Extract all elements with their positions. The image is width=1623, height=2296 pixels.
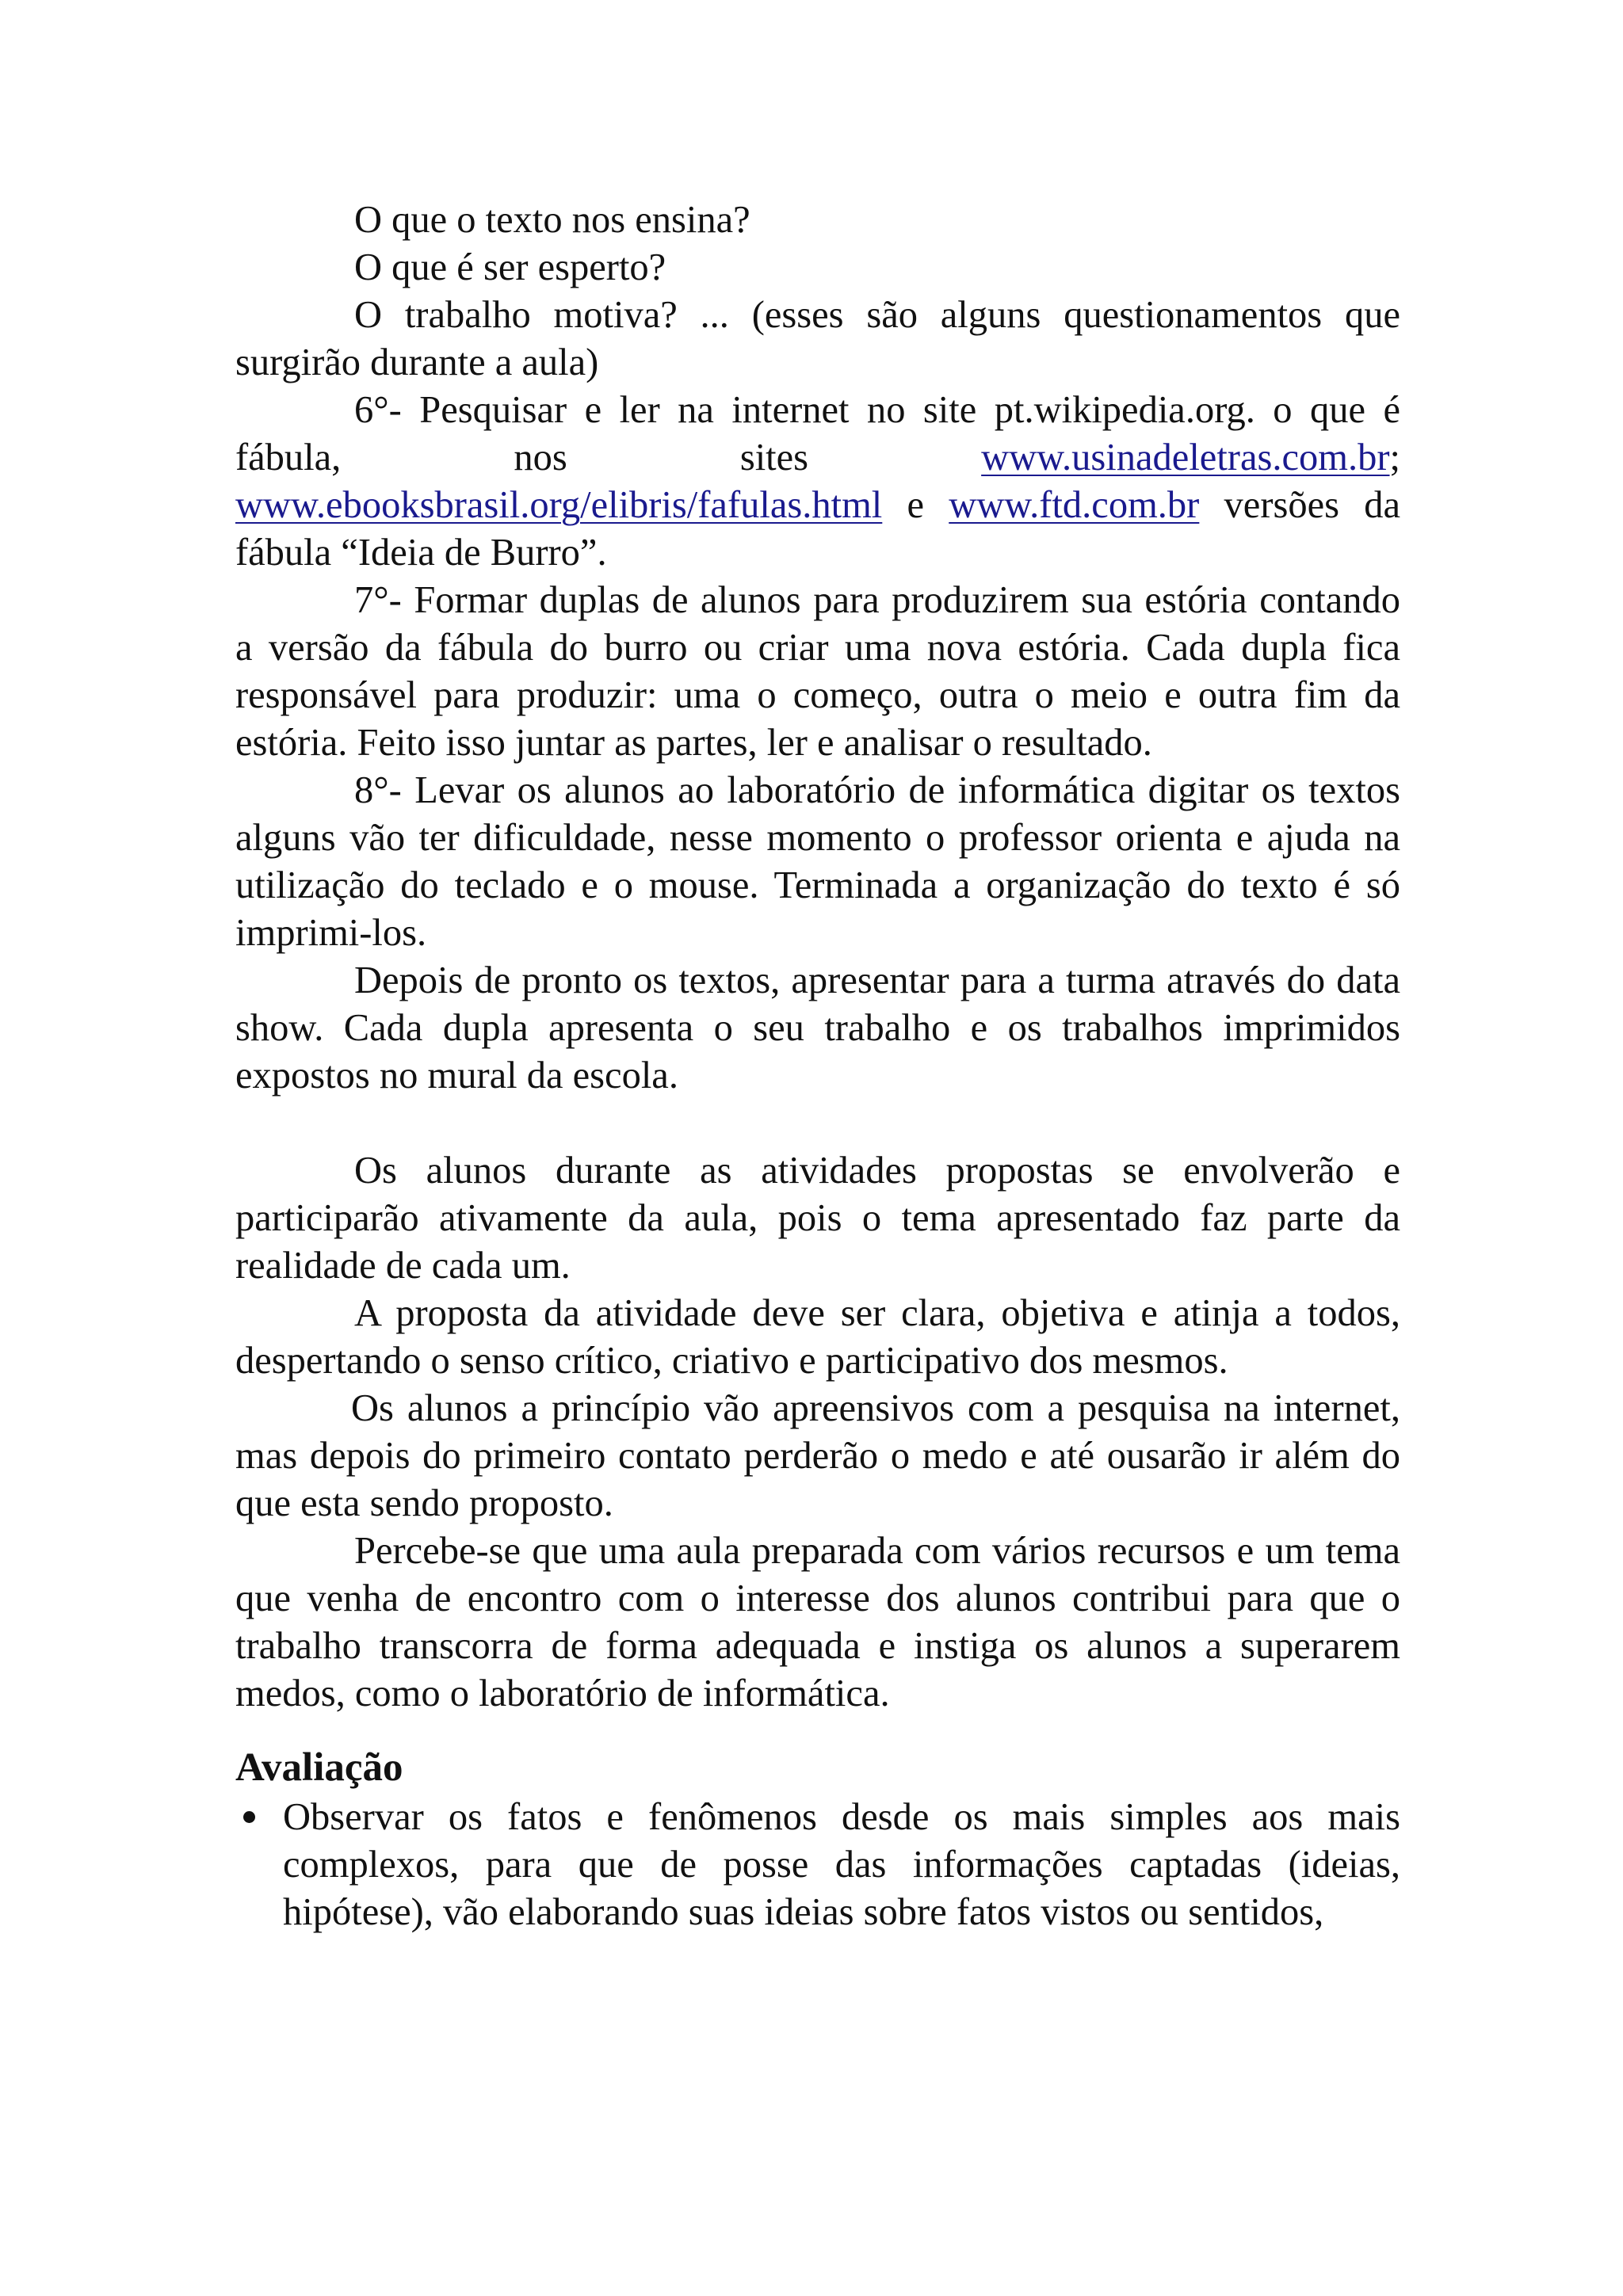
results-paragraph-4: Percebe-se que uma aula preparada com vários recursos e um tema que venha de encontro com o interesse dos alunos contribui para que o trabalho transcorra de forma adequada e instiga os alunos a superarem medos, como o laboratório de informática.: [235, 1530, 1400, 1714]
link-usinadeletras[interactable]: www.usinadeletras.com.br: [981, 437, 1390, 479]
document-page: [235, 196, 1400, 1936]
evaluation-list: [235, 1794, 1400, 1936]
link-ftd[interactable]: www.ftd.com.br: [949, 484, 1200, 526]
step-6-paragraph: [235, 387, 1400, 577]
evaluation-item-text: Observar os fatos e fenômenos desde os mais simples aos mais complexos, para que de posse das informações captadas (ideias, hipótese), vão elaborando suas ideias sobre fatos vistos ou sentidos,: [283, 1796, 1400, 1933]
question-work-motivates: O trabalho motiva? ... (esses são alguns questionamentos que surgirão durante a aula): [235, 294, 1400, 383]
link-ebooksbrasil[interactable]: www.ebooksbrasil.org/elibris/fafulas.html: [235, 484, 883, 526]
step-8-paragraph: 8°- Levar os alunos ao laboratório de informática digitar os textos alguns vão ter dificuldade, nesse momento o professor orienta e ajuda na utilização do teclado e o mouse. Terminada a organização do texto é só imprimi-los.: [235, 769, 1400, 954]
step-6-sep1: ;: [1389, 437, 1400, 479]
results-paragraph-3: Os alunos a princípio vão apreensivos com a pesquisa na internet, mas depois do primeiro contato perderão o medo e até ousarão ir além do que esta sendo proposto.: [235, 1387, 1400, 1524]
step-7-paragraph: 7°- Formar duplas de alunos para produzirem sua estória contando a versão da fábula do burro ou criar uma nova estória. Cada dupla fica responsável para produzir: uma o começo, outra o meio e outra fim da estória. Feito isso juntar as partes, ler e analisar o resultado.: [235, 579, 1400, 764]
bullet-icon: [243, 1811, 255, 1823]
results-paragraph-1: Os alunos durante as atividades propostas se envolverão e participarão ativamente da aula, pois o tema apresentado faz parte da realidade de cada um.: [235, 1150, 1400, 1287]
question-being-smart: O que é ser esperto?: [354, 246, 666, 288]
step-6-text-a: 6°- Pesquisar e ler na internet no site pt.wikipedia.org. o que é fábula, nos sites: [235, 389, 1400, 479]
evaluation-heading: Avaliação: [235, 1745, 403, 1790]
results-paragraph-2: A proposta da atividade deve ser clara, objetiva e atinja a todos, despertando o senso crítico, criativo e participativo dos mesmos.: [235, 1292, 1400, 1382]
step-6-sep2: e: [882, 484, 949, 526]
paragraph-spacer: [235, 1100, 1400, 1147]
question-text-teaches: O que o texto nos ensina?: [354, 199, 750, 241]
after-ready-paragraph: Depois de pronto os textos, apresentar para a turma através do data show. Cada dupla apresenta o seu trabalho e os trabalhos imprimidos expostos no mural da escola.: [235, 959, 1400, 1097]
evaluation-item: [235, 1794, 1400, 1936]
step-6-text-b: versões da fábula “Ideia de Burro”.: [235, 484, 1400, 574]
